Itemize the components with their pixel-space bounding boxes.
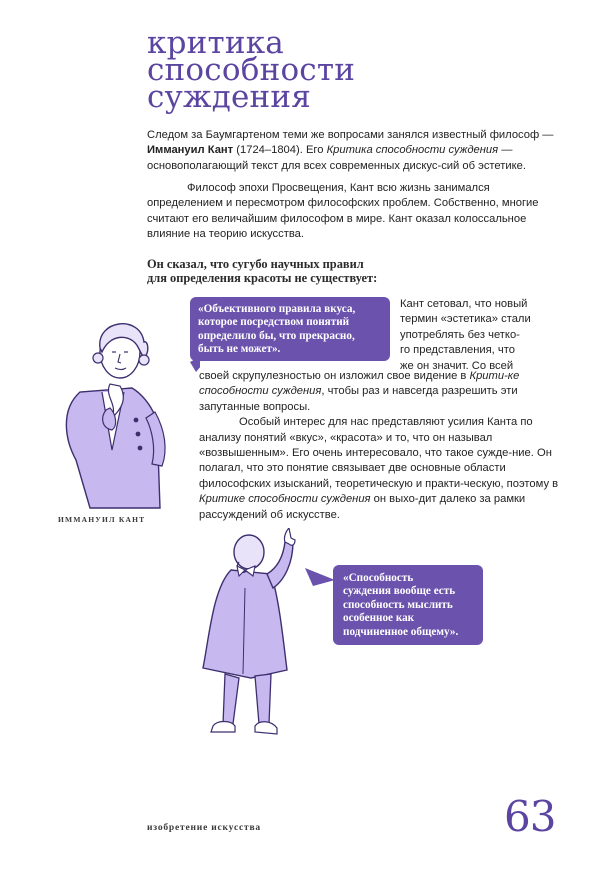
kant-standing-illustration [195,528,345,743]
quote-bubble-2 [333,565,483,645]
side-text-top [400,297,558,374]
book-title: Критике способности суждения [199,493,371,506]
text: он выхо-дит далеко за рамки рассуждений об искусстве. [199,493,526,521]
portrait-caption: ИММАНУИЛ КАНТ [58,515,146,524]
quote-line: которое посредством понятий [198,316,350,329]
running-footer: изобретение искусства [147,823,261,833]
text-line: же он значит. Со всей [400,359,514,372]
text: Особый интерес для нас представляют усилия Канта по анализу понятий «вкус», «красота» и то, что он называл «возвышенным». Его очень интересовало, что такое сужде-ние. Он полагал, что это понятие связывает две основные области философских изысканий, теоретическую и практи-ческую, поэтому в [199,416,559,490]
lead-line: для определения красоты не существует: [147,271,378,285]
chapter-title [147,25,447,115]
text-line: го представления, что [400,344,515,357]
title-line: способности [147,52,356,88]
side-paragraph-2 [199,415,559,523]
text-line: Кант сетовал, что новый [400,298,528,310]
side-text-main [199,369,559,523]
kant-portrait-illustration [40,300,200,510]
text: своей скрупулезностью он изложил свое видение в [199,370,470,382]
quote-line: особенное как [343,612,415,625]
quote-line: суждения вообще есть [343,585,456,598]
lead-statement [147,257,477,285]
title-line: критика [147,25,284,61]
quote-line: способность мыслить [343,598,453,611]
text: , чтобы раз и навсегда разрешить эти запутанные вопросы. [199,385,518,413]
title-line: суждения [147,79,312,115]
intro-paragraph-2: Философ эпохи Просвещения, Кант всю жизнь занимался определением и пересмотром философских проблем. Собственно, многие считают его величайшим философом в мире. Кант оказал колоссальное влияние на теорию искусства. [147,182,539,241]
book-title: Крити-ке способности суждения [199,370,520,398]
person-name: Иммануил Кант [147,144,234,157]
quote-line: «Объективного правила вкуса, [198,303,356,315]
text: Следом за Баумгартеном теми же вопросами занялся известный философ — [147,129,554,141]
quote-2-text [343,572,483,639]
intro-paragraph-1 [147,128,557,174]
book-title: Критика способности суждения [326,144,499,157]
quote-line: подчиненное общему». [343,625,459,638]
page-number: 63 [504,792,556,841]
text: (1724–1804). Его [233,144,327,157]
quote-bubble-1 [190,297,390,361]
lead-line: Он сказал, что сугубо научных правил [147,257,364,271]
quote-line: «Способность [343,572,414,584]
text-line: термин «эстетика» стали [400,313,531,326]
quote-1-text [198,303,388,357]
text: — основополагающий текст для всех современных дискус-сий об эстетике. [147,144,527,172]
quote-line: быть не может». [198,343,281,356]
quote-line: определило бы, что прекрасно, [198,329,355,342]
text-line: употреблять без четко- [400,328,520,341]
